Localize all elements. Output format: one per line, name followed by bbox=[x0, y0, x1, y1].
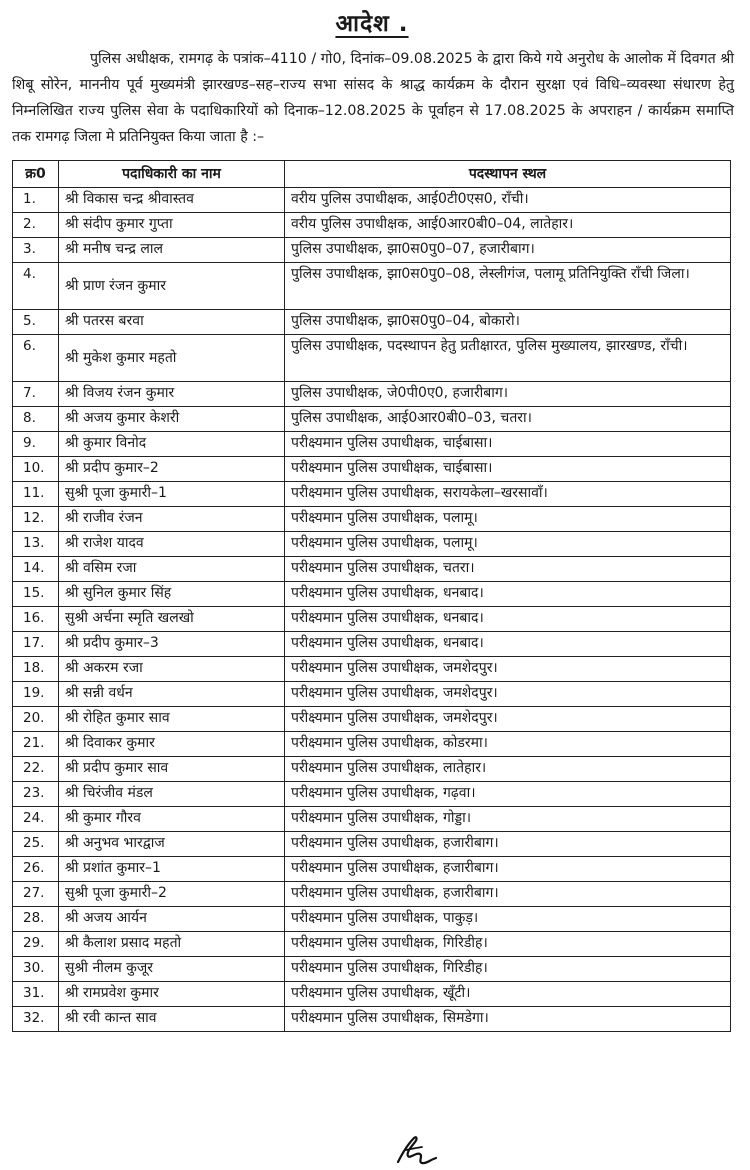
table-row bbox=[13, 382, 731, 407]
posting-place-cell: परीक्ष्यमान पुलिस उपाधीक्षक, सिमडेगा। bbox=[285, 1007, 731, 1032]
serial-cell: 20. bbox=[13, 707, 59, 732]
paragraph-body: किये गये अनुरोध के आलोक में दिवगत श्री शिबू सोरेन, माननीय पूर्व मुख्यमंत्री झारखण्ड–सह–राज्य सभा सांसद के श्राद्ध कार्यक्रम के दौरान सुरक्षा एवं विधि–व्यवस्था संधारण हेतु निम्नलिखित राज्य पुलिस सेवा के पदाधिकारियों को दिनाक–12.08.2025 के पूर्वाहन से 17.08.2025 के अपराहन / कार्यक्रम समाप्ति तक रामगढ़ जिला मे प्रतिनियुक्त किया जाता है :– bbox=[12, 51, 735, 145]
posting-place-cell: परीक्ष्यमान पुलिस उपाधीक्षक, कोडरमा। bbox=[285, 732, 731, 757]
serial-cell: 1. bbox=[13, 188, 59, 213]
posting-place-cell: परीक्ष्यमान पुलिस उपाधीक्षक, गढ़वा। bbox=[285, 782, 731, 807]
order-paragraph bbox=[10, 46, 734, 150]
serial-cell: 12. bbox=[13, 507, 59, 532]
paragraph-first-line: पुलिस अधीक्षक, रामगढ़ के पत्रांक–4110 / गो0, दिनांक–09.08.2025 के द्वारा bbox=[90, 51, 515, 67]
officer-name-cell: श्री कुमार गौरव bbox=[59, 807, 285, 832]
posting-place-cell: परीक्ष्यमान पुलिस उपाधीक्षक, चतरा। bbox=[285, 557, 731, 582]
table-row bbox=[13, 682, 731, 707]
table-row bbox=[13, 832, 731, 857]
serial-cell: 15. bbox=[13, 582, 59, 607]
serial-cell: 25. bbox=[13, 832, 59, 857]
officer-name-cell: श्री रामप्रवेश कुमार bbox=[59, 982, 285, 1007]
serial-cell: 22. bbox=[13, 757, 59, 782]
posting-place-cell: परीक्ष्यमान पुलिस उपाधीक्षक, हजारीबाग। bbox=[285, 832, 731, 857]
officer-name-cell: श्री कुमार विनोद bbox=[59, 432, 285, 457]
serial-cell: 26. bbox=[13, 857, 59, 882]
officer-name-cell: श्री अजय आर्यन bbox=[59, 907, 285, 932]
officer-name-cell: सुश्री पूजा कुमारी–2 bbox=[59, 882, 285, 907]
table-row bbox=[13, 407, 731, 432]
serial-cell: 32. bbox=[13, 1007, 59, 1032]
serial-cell: 16. bbox=[13, 607, 59, 632]
table-row bbox=[13, 335, 731, 382]
table-row bbox=[13, 507, 731, 532]
table-row bbox=[13, 657, 731, 682]
posting-place-cell: परीक्ष्यमान पुलिस उपाधीक्षक, सरायकेला–खरसावाँ। bbox=[285, 482, 731, 507]
serial-cell: 27. bbox=[13, 882, 59, 907]
officer-name-cell: श्री संदीप कुमार गुप्ता bbox=[59, 213, 285, 238]
officer-name-cell: श्री चिरंजीव मंडल bbox=[59, 782, 285, 807]
table-row bbox=[13, 907, 731, 932]
table-row bbox=[13, 782, 731, 807]
serial-cell: 28. bbox=[13, 907, 59, 932]
serial-cell: 8. bbox=[13, 407, 59, 432]
officer-name-cell: श्री अकरम रजा bbox=[59, 657, 285, 682]
serial-cell: 4. bbox=[13, 263, 59, 310]
officer-name-cell: सुश्री नीलम कुजूर bbox=[59, 957, 285, 982]
posting-place-cell: पुलिस उपाधीक्षक, पदस्थापन हेतु प्रतीक्षारत, पुलिस मुख्यालय, झारखण्ड, राँची। bbox=[285, 335, 731, 382]
posting-place-cell: वरीय पुलिस उपाधीक्षक, आई0टी0एस0, राँची। bbox=[285, 188, 731, 213]
posting-place-cell: पुलिस उपाधीक्षक, जे0पी0ए0, हजारीबाग। bbox=[285, 382, 731, 407]
table-row bbox=[13, 263, 731, 310]
officer-name-cell: श्री सुनिल कुमार सिंह bbox=[59, 582, 285, 607]
header-officer-name: पदाधिकारी का नाम bbox=[59, 161, 285, 188]
table-row bbox=[13, 432, 731, 457]
officer-name-cell: श्री पतरस बरवा bbox=[59, 310, 285, 335]
serial-cell: 13. bbox=[13, 532, 59, 557]
serial-cell: 31. bbox=[13, 982, 59, 1007]
posting-place-cell: पुलिस उपाधीक्षक, आई0आर0बी0–03, चतरा। bbox=[285, 407, 731, 432]
handwritten-signature-icon bbox=[392, 1132, 440, 1168]
table-row bbox=[13, 757, 731, 782]
posting-place-cell: परीक्ष्यमान पुलिस उपाधीक्षक, पलामू। bbox=[285, 507, 731, 532]
posting-place-cell: परीक्ष्यमान पुलिस उपाधीक्षक, गिरिडीह। bbox=[285, 957, 731, 982]
officers-table bbox=[12, 160, 731, 1032]
table-row bbox=[13, 310, 731, 335]
posting-place-cell: परीक्ष्यमान पुलिस उपाधीक्षक, जमशेदपुर। bbox=[285, 682, 731, 707]
posting-place-cell: वरीय पुलिस उपाधीक्षक, आई0आर0बी0–04, लातेहार। bbox=[285, 213, 731, 238]
officer-name-cell: श्री राजीव रंजन bbox=[59, 507, 285, 532]
posting-place-cell: परीक्ष्यमान पुलिस उपाधीक्षक, खूँटी। bbox=[285, 982, 731, 1007]
officer-name-cell: श्री अनुभव भारद्वाज bbox=[59, 832, 285, 857]
officer-name-cell: श्री रवी कान्त साव bbox=[59, 1007, 285, 1032]
header-serial: क्र0 bbox=[13, 161, 59, 188]
table-row bbox=[13, 807, 731, 832]
officer-name-cell: सुश्री अर्चना स्मृति खलखो bbox=[59, 607, 285, 632]
table-row bbox=[13, 932, 731, 957]
posting-place-cell: परीक्ष्यमान पुलिस उपाधीक्षक, पलामू। bbox=[285, 532, 731, 557]
officer-name-cell: श्री प्रशांत कुमार–1 bbox=[59, 857, 285, 882]
posting-place-cell: परीक्ष्यमान पुलिस उपाधीक्षक, गिरिडीह। bbox=[285, 932, 731, 957]
table-row bbox=[13, 607, 731, 632]
officer-name-cell: श्री प्रदीप कुमार साव bbox=[59, 757, 285, 782]
table-row bbox=[13, 857, 731, 882]
officer-name-cell: श्री राजेश यादव bbox=[59, 532, 285, 557]
posting-place-cell: परीक्ष्यमान पुलिस उपाधीक्षक, पाकुड़। bbox=[285, 907, 731, 932]
table-row bbox=[13, 982, 731, 1007]
serial-cell: 2. bbox=[13, 213, 59, 238]
serial-cell: 3. bbox=[13, 238, 59, 263]
serial-cell: 5. bbox=[13, 310, 59, 335]
serial-cell: 14. bbox=[13, 557, 59, 582]
officer-name-cell: श्री विकास चन्द्र श्रीवास्तव bbox=[59, 188, 285, 213]
posting-place-cell: परीक्ष्यमान पुलिस उपाधीक्षक, धनबाद। bbox=[285, 582, 731, 607]
table-row bbox=[13, 457, 731, 482]
posting-place-cell: पुलिस उपाधीक्षक, झा0स0पु0–07, हजारीबाग। bbox=[285, 238, 731, 263]
header-posting-place: पदस्थापन स्थल bbox=[285, 161, 731, 188]
serial-cell: 6. bbox=[13, 335, 59, 382]
posting-place-cell: परीक्ष्यमान पुलिस उपाधीक्षक, गोड्डा। bbox=[285, 807, 731, 832]
serial-cell: 24. bbox=[13, 807, 59, 832]
serial-cell: 29. bbox=[13, 932, 59, 957]
serial-cell: 30. bbox=[13, 957, 59, 982]
serial-cell: 17. bbox=[13, 632, 59, 657]
posting-place-cell: परीक्ष्यमान पुलिस उपाधीक्षक, धनबाद। bbox=[285, 632, 731, 657]
serial-cell: 7. bbox=[13, 382, 59, 407]
officer-name-cell: श्री प्राण रंजन कुमार bbox=[59, 263, 285, 310]
table-row bbox=[13, 557, 731, 582]
posting-place-cell: परीक्ष्यमान पुलिस उपाधीक्षक, जमशेदपुर। bbox=[285, 657, 731, 682]
officer-name-cell: सुश्री पूजा कुमारी–1 bbox=[59, 482, 285, 507]
posting-place-cell: परीक्ष्यमान पुलिस उपाधीक्षक, धनबाद। bbox=[285, 607, 731, 632]
serial-cell: 19. bbox=[13, 682, 59, 707]
serial-cell: 10. bbox=[13, 457, 59, 482]
table-header-row bbox=[13, 161, 731, 188]
officer-name-cell: श्री रोहित कुमार साव bbox=[59, 707, 285, 732]
officer-name-cell: श्री वसिम रजा bbox=[59, 557, 285, 582]
posting-place-cell: पुलिस उपाधीक्षक, झा0स0पु0–04, बोकारो। bbox=[285, 310, 731, 335]
table-row bbox=[13, 1007, 731, 1032]
officer-name-cell: श्री कैलाश प्रसाद महतो bbox=[59, 932, 285, 957]
table-row bbox=[13, 188, 731, 213]
table-row bbox=[13, 213, 731, 238]
table-row bbox=[13, 582, 731, 607]
posting-place-cell: परीक्ष्यमान पुलिस उपाधीक्षक, चाईबासा। bbox=[285, 457, 731, 482]
table-row bbox=[13, 957, 731, 982]
officer-name-cell: श्री विजय रंजन कुमार bbox=[59, 382, 285, 407]
officer-name-cell: श्री मनीष चन्द्र लाल bbox=[59, 238, 285, 263]
table-row bbox=[13, 482, 731, 507]
officer-name-cell: श्री प्रदीप कुमार–2 bbox=[59, 457, 285, 482]
serial-cell: 21. bbox=[13, 732, 59, 757]
posting-place-cell: पुलिस उपाधीक्षक, झा0स0पु0–08, लेस्लीगंज, पलामू प्रतिनियुक्ति राँची जिला। bbox=[285, 263, 731, 310]
officer-name-cell: श्री दिवाकर कुमार bbox=[59, 732, 285, 757]
officer-name-cell: श्री अजय कुमार केशरी bbox=[59, 407, 285, 432]
table-row bbox=[13, 732, 731, 757]
serial-cell: 9. bbox=[13, 432, 59, 457]
table-row bbox=[13, 632, 731, 657]
table-row bbox=[13, 882, 731, 907]
posting-place-cell: परीक्ष्यमान पुलिस उपाधीक्षक, हजारीबाग। bbox=[285, 882, 731, 907]
posting-place-cell: परीक्ष्यमान पुलिस उपाधीक्षक, हजारीबाग। bbox=[285, 857, 731, 882]
posting-place-cell: परीक्ष्यमान पुलिस उपाधीक्षक, लातेहार। bbox=[285, 757, 731, 782]
document-title: आदेश . bbox=[335, 11, 409, 37]
serial-cell: 18. bbox=[13, 657, 59, 682]
table-row bbox=[13, 238, 731, 263]
table-body bbox=[13, 188, 731, 1032]
serial-cell: 11. bbox=[13, 482, 59, 507]
officer-name-cell: श्री प्रदीप कुमार–3 bbox=[59, 632, 285, 657]
posting-place-cell: परीक्ष्यमान पुलिस उपाधीक्षक, जमशेदपुर। bbox=[285, 707, 731, 732]
officer-name-cell: श्री मुकेश कुमार महतो bbox=[59, 335, 285, 382]
posting-place-cell: परीक्ष्यमान पुलिस उपाधीक्षक, चाईबासा। bbox=[285, 432, 731, 457]
table-row bbox=[13, 532, 731, 557]
officer-name-cell: श्री सन्नी वर्धन bbox=[59, 682, 285, 707]
serial-cell: 23. bbox=[13, 782, 59, 807]
table-row bbox=[13, 707, 731, 732]
